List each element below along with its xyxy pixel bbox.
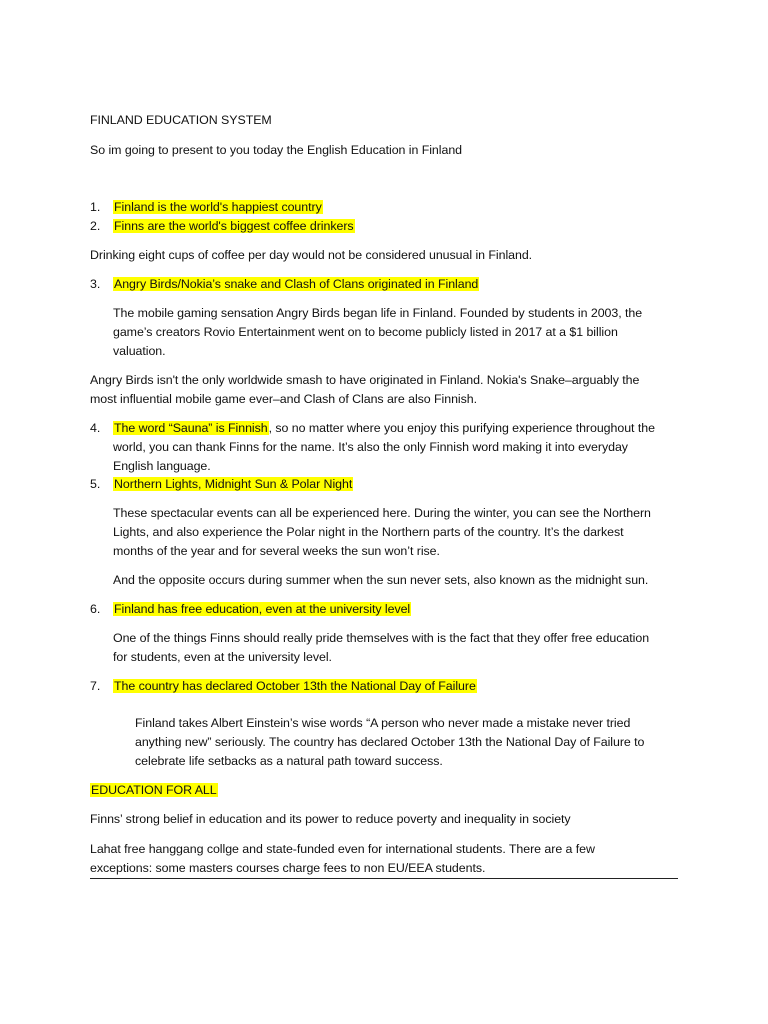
- item-3-heading-text: Angry Birds/Nokia’s snake and Clash of Clans originated in Finland: [114, 277, 479, 291]
- sauna-line-1: , so no matter where you enjoy this purifying experience throughout the: [268, 421, 655, 435]
- item-7-heading: [113, 677, 477, 696]
- lights-line-1: These spectacular events can all be experienced here. During the winter, you can see the Northern: [113, 506, 651, 520]
- lights-line-2: Lights, and also experience the Polar night in the Northern parts of the country. It’s the darkest: [113, 525, 624, 539]
- failure-line-2: anything new” seriously. The country has declared October 13th the National Day of Failure to: [135, 735, 645, 749]
- item-5-heading-text: Northern Lights, Midnight Sun & Polar Night: [114, 477, 353, 491]
- coffee-paragraph: Drinking eight cups of coffee per day would not be considered unusual in Finland.: [90, 248, 533, 262]
- education-for-all-text: EDUCATION FOR ALL: [91, 783, 217, 797]
- education-line-1: One of the things Finns should really pride themselves with is the fact that they offer free education: [113, 631, 650, 645]
- item-7-heading-text: The country has declared October 13th the National Day of Failure: [114, 679, 476, 693]
- item-2-heading: [113, 217, 355, 236]
- item-1-number: 1.: [90, 200, 101, 214]
- item-2-number: 2.: [90, 219, 101, 233]
- lights-line-3: months of the year and for several weeks the sun won’t rise.: [113, 544, 440, 558]
- item-5-heading: [113, 475, 353, 494]
- document-title: FINLAND EDUCATION SYSTEM: [90, 113, 272, 127]
- item-6-heading: [113, 600, 411, 619]
- failure-line-3: celebrate life setbacks as a natural path toward success.: [135, 754, 443, 768]
- belief-paragraph: Finns’ strong belief in education and its power to reduce poverty and inequality in society: [90, 812, 571, 826]
- angry-birds-line-1: The mobile gaming sensation Angry Birds began life in Finland. Founded by students in 2003, the: [113, 306, 643, 320]
- item-7-number: 7.: [90, 679, 101, 693]
- horizontal-rule: [90, 878, 678, 879]
- sauna-line-2: world, you can thank Finns for the name. It’s also the only Finnish word making it into everyday: [113, 440, 628, 454]
- item-1-heading: [113, 198, 323, 217]
- nokia-line-2: most influential mobile game ever–and Clash of Clans are also Finnish.: [90, 392, 478, 406]
- nokia-line-1: Angry Birds isn't the only worldwide smash to have originated in Finland. Nokia's Snake–arguably the: [90, 373, 640, 387]
- item-6-heading-text: Finland has free education, even at the university level: [114, 602, 411, 616]
- intro-paragraph: So im going to present to you today the English Education in Finland: [90, 143, 462, 157]
- education-line-2: for students, even at the university level.: [113, 650, 332, 664]
- sauna-line-3: English language.: [113, 459, 211, 473]
- lahat-line-2: exceptions: some masters courses charge fees to non EU/EEA students.: [90, 861, 486, 875]
- item-4-line-1: [113, 419, 655, 438]
- lahat-line-1: Lahat free hanggang collge and state-funded even for international students. There are a few: [90, 842, 595, 856]
- item-1-heading-text: Finland is the world's happiest country: [114, 200, 322, 214]
- item-4-heading-text: The word “Sauna” is Finnish: [114, 421, 268, 435]
- item-4-number: 4.: [90, 421, 101, 435]
- item-5-number: 5.: [90, 477, 101, 491]
- item-6-number: 6.: [90, 602, 101, 616]
- item-3-number: 3.: [90, 277, 101, 291]
- angry-birds-line-3: valuation.: [113, 344, 166, 358]
- angry-birds-line-2: game’s creators Rovio Entertainment went on to become publicly listed in 2017 at a $1 billion: [113, 325, 618, 339]
- item-3-heading: [113, 275, 479, 294]
- midnight-sun-paragraph: And the opposite occurs during summer when the sun never sets, also known as the midnight sun.: [113, 573, 649, 587]
- education-for-all-heading: [90, 781, 218, 800]
- failure-line-1: Finland takes Albert Einstein’s wise words “A person who never made a mistake never tried: [135, 716, 631, 730]
- item-2-heading-text: Finns are the world's biggest coffee drinkers: [114, 219, 354, 233]
